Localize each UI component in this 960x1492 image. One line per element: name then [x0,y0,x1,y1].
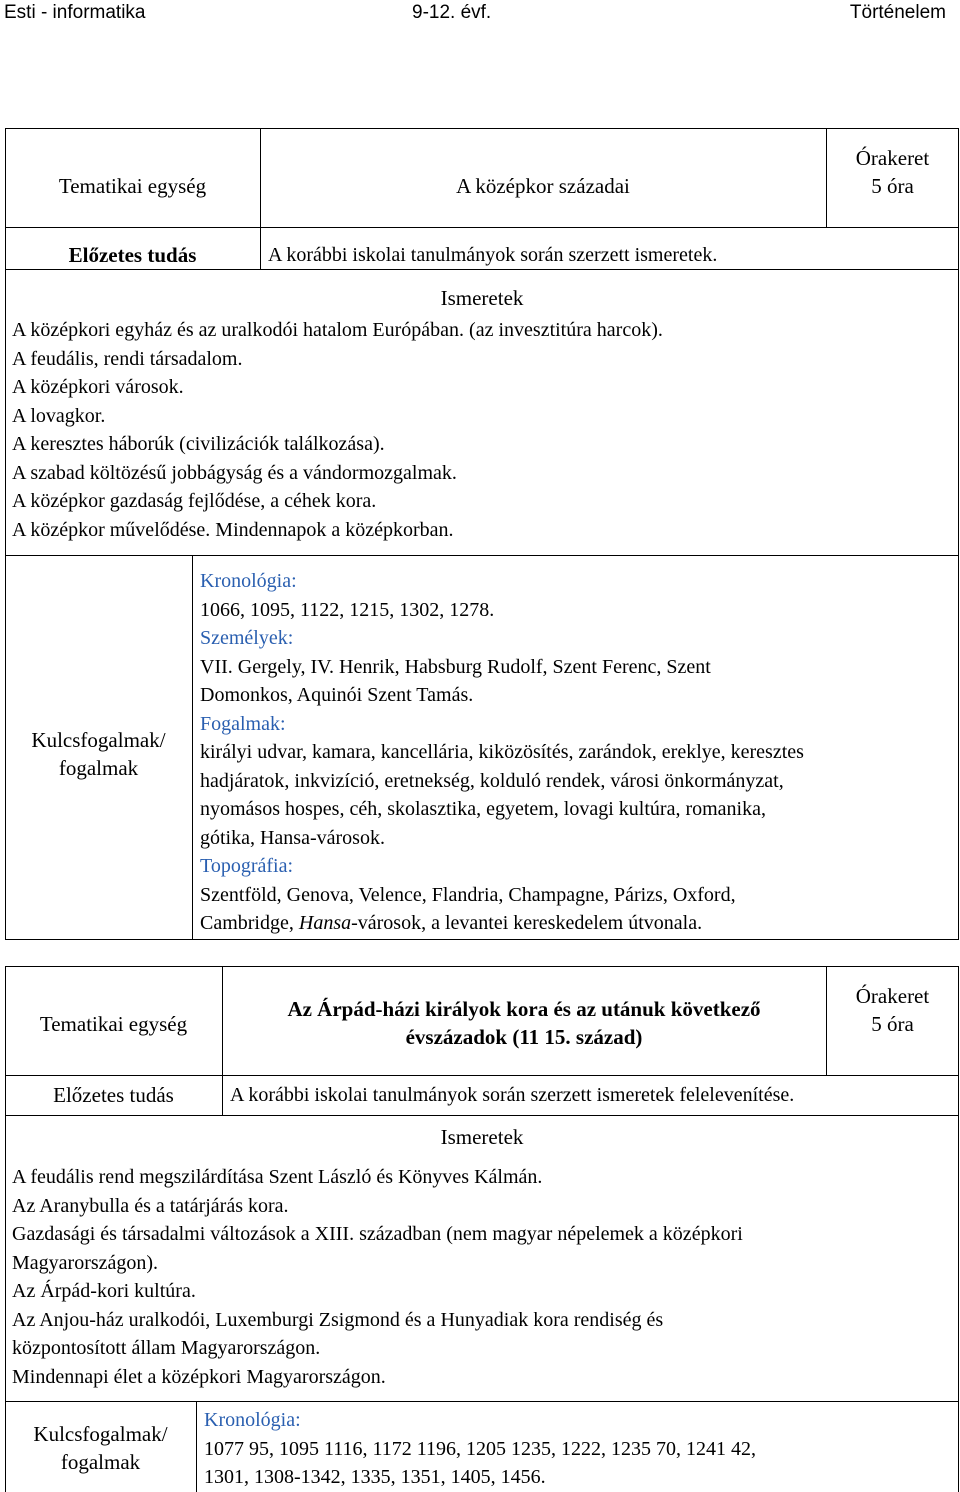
unit1-title: A középkor századai [456,174,630,198]
kulcs-label-line: Kulcsfogalmak/ [33,1422,168,1446]
list-item: A keresztes háborúk (civilizációk találkozása). [12,433,385,455]
list-item: A feudális rend megszilárdítása Szent László és Könyves Kálmán. [12,1166,543,1188]
unit1-kulcs-content [200,567,804,938]
unit1-kulcs-label [5,726,192,782]
kronologia-label: Kronológia: [204,1409,301,1431]
header-center: 9-12. évf. [412,2,492,23]
kronologia-text: 1066, 1095, 1122, 1215, 1302, 1278. [200,598,495,621]
list-item: Az Árpád-kori kultúra. [12,1280,196,1302]
list-item: A középkori városok. [12,376,184,398]
topografia-part: Cambridge, [200,912,299,934]
unit1-tematikai-label: Tematikai egység [58,174,207,198]
kronologia-line: 1301, 1308-1342, 1335, 1351, 1405, 1456. [204,1466,546,1488]
unit2-divider [5,1075,959,1076]
unit1-elozetes-text: A korábbi iskolai tanulmányok során szerzett ismeretek. [268,244,718,266]
unit1-orakeret-label: Órakeret [855,146,930,170]
unit1-divider [5,555,959,556]
unit2-title [222,995,826,1051]
unit2-ismeretek-list [12,1163,743,1391]
header-left: Esti - informatika [4,2,146,23]
unit2-elozetes-text: A korábbi iskolai tanulmányok során szerzett ismeretek felelevenítése. [230,1084,795,1106]
unit2-tematikai-label: Tematikai egység [39,1012,188,1036]
topografia-line: Szentföld, Genova, Velence, Flandria, Champagne, Párizs, Oxford, [200,883,736,906]
unit1-ismeretek-list [12,316,663,544]
unit2-orakeret-label: Órakeret [855,984,930,1008]
topografia-label: Topográfia: [200,855,294,877]
unit2-title-line: Az Árpád-házi királyok kora és az utánuk következő [287,997,761,1021]
unit1-divider [5,269,959,270]
list-item: A feudális, rendi társadalom. [12,347,243,370]
kulcs-label-line: fogalmak [60,1450,141,1474]
unit2-title-line: évszázadok (11 15. század) [405,1025,643,1049]
szemelyek-label: Személyek: [200,627,294,649]
list-item: A középkor művelődése. Mindennapok a középkorban. [12,518,454,541]
list-item: központosított állam Magyarországon. [12,1337,321,1359]
unit1-divider [5,227,959,228]
fogalmak-line: gótika, Hansa-városok. [200,826,385,849]
unit1-ismeretek-label: Ismeretek [440,286,524,310]
unit2-divider [5,1115,959,1116]
fogalmak-line: királyi udvar, kamara, kancellária, kiközösítés, zarándok, ereklye, keresztes [200,741,804,763]
list-item: A középkori egyház és az uralkodói hatalom Európában. (az invesztitúra harcok). [12,319,663,341]
kronologia-label: Kronológia: [200,570,297,592]
unit1-elozetes-label: Előzetes tudás [68,243,197,267]
topografia-line [200,909,804,938]
kronologia-line: 1077 95, 1095 1116, 1172 1196, 1205 1235, 1222, 1235 70, 1241 42, [204,1437,757,1460]
list-item: Gazdasági és társadalmi változások a XIII. században (nem magyar népelemek a középkori [12,1223,743,1245]
unit2-kulcs-content [204,1406,756,1492]
unit2-kulcs-label [5,1420,196,1476]
list-item: A lovagkor. [12,404,106,427]
unit2-elozetes-label: Előzetes tudás [53,1083,174,1107]
topografia-italic: Hansa [298,912,352,934]
unit2-orakeret-value: 5 óra [871,1012,914,1036]
list-item: A középkor gazdaság fejlődése, a céhek kora. [12,490,377,512]
list-item: Magyarországon). [12,1251,159,1274]
list-item: A szabad költözésű jobbágyság és a vándormozgalmak. [12,461,457,484]
szemelyek-line: Domonkos, Aquinói Szent Tamás. [200,684,474,706]
page-header [0,0,960,28]
header-right: Történelem [849,2,946,23]
fogalmak-line: hadjáratok, inkvizíció, eretnekség, kolduló rendek, városi önkormányzat, [200,769,784,792]
kulcs-label-line: Kulcsfogalmak/ [31,728,166,752]
unit2-ismeretek-label: Ismeretek [440,1125,524,1149]
topografia-part: -városok, a levantei kereskedelem útvonala. [351,912,703,934]
list-item: Az Anjou-ház uralkodói, Luxemburgi Zsigmond és a Hunyadiak kora rendiség és [12,1308,664,1331]
unit1-divider [192,555,193,940]
unit2-divider [196,1401,197,1492]
list-item: Az Aranybulla és a tatárjárás kora. [12,1194,289,1217]
fogalmak-label: Fogalmak: [200,712,286,735]
szemelyek-line: VII. Gergely, IV. Henrik, Habsburg Rudolf, Szent Ferenc, Szent [200,655,711,678]
fogalmak-line: nyomásos hospes, céh, skolasztika, egyetem, lovagi kultúra, romanika, [200,798,766,820]
kulcs-label-line: fogalmak [58,756,139,780]
unit1-orakeret-value: 5 óra [871,174,914,198]
unit2-divider [5,1401,959,1402]
list-item: Mindennapi élet a középkori Magyarországon. [12,1365,386,1388]
